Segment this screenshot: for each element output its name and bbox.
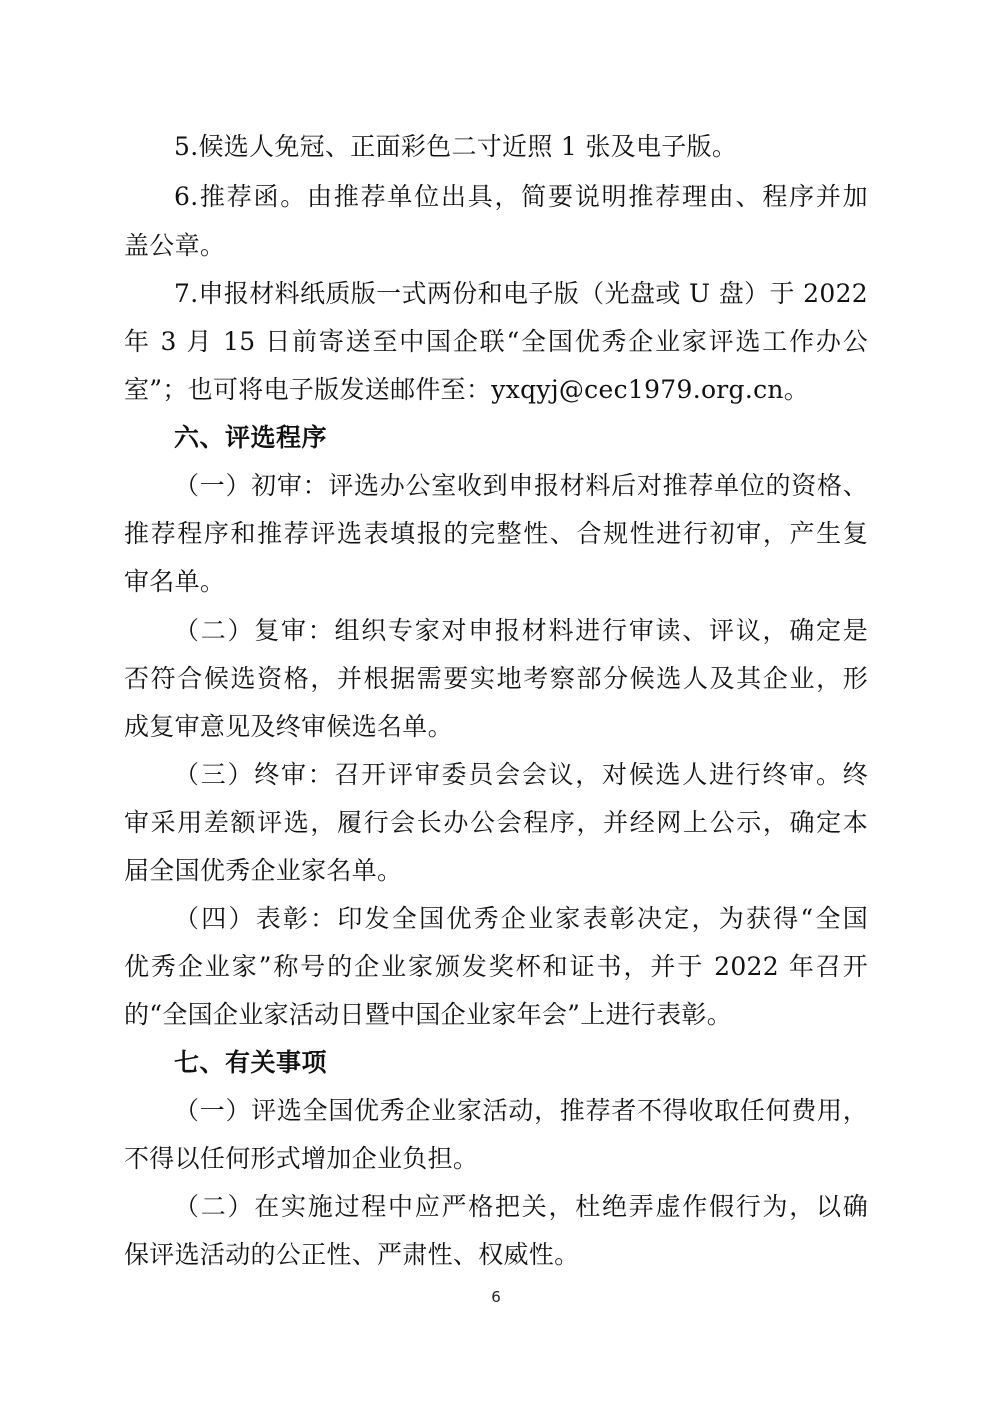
- item-7-line-2: 年 3 月 15 日前寄送至中国企联“全国优秀企业家评选工作办公: [124, 327, 868, 356]
- section-7-item-1-line-2: 不得以任何形式增加企业负担。: [124, 1144, 479, 1173]
- item-6-line-2: 盖公章。: [124, 231, 226, 260]
- section-6-heading: 六、评选程序: [174, 423, 328, 452]
- section-6-item-4-line-3: 的“全国企业家活动日暨中国企业家年会”上进行表彰。: [124, 1000, 733, 1029]
- item-6-line-1: 6.推荐函。由推荐单位出具，简要说明推荐理由、程序并加: [174, 182, 868, 211]
- item-7-line-3: 室”；也可将电子版发送邮件至：yxqyj@cec1979.org.cn。: [124, 375, 810, 404]
- section-6-item-2-line-1: （二）复审：组织专家对申报材料进行审读、评议，确定是: [174, 616, 868, 645]
- item-7-line-1: 7.申报材料纸质版一式两份和电子版（光盘或 U 盘）于 2022: [174, 279, 868, 308]
- section-6-item-3-line-1: （三）终审：召开评审委员会会议，对候选人进行终审。终: [174, 760, 868, 789]
- section-6-item-3-line-3: 届全国优秀企业家名单。: [124, 856, 403, 885]
- section-7-heading: 七、有关事项: [174, 1048, 328, 1077]
- section-7-item-2-line-1: （二）在实施过程中应严格把关，杜绝弄虚作假行为，以确: [174, 1192, 868, 1221]
- page-number: 6: [491, 1288, 501, 1306]
- section-6-item-1-line-1: （一）初审：评选办公室收到申报材料后对推荐单位的资格、: [174, 471, 868, 500]
- section-6-item-1-line-3: 审名单。: [124, 567, 226, 596]
- section-6-item-1-line-2: 推荐程序和推荐评选表填报的完整性、合规性进行初审，产生复: [124, 519, 868, 548]
- item-5-line-1: 5.候选人免冠、正面彩色二寸近照 1 张及电子版。: [174, 132, 738, 161]
- section-7-item-2-line-2: 保评选活动的公正性、严肃性、权威性。: [124, 1240, 580, 1269]
- section-6-item-3-line-2: 审采用差额评选，履行会长办公会程序，并经网上公示，确定本: [124, 808, 868, 837]
- section-6-item-4-line-2: 优秀企业家”称号的企业家颁发奖杯和证书，并于 2022 年召开: [124, 952, 868, 981]
- section-7-item-1-line-1: （一）评选全国优秀企业家活动，推荐者不得收取任何费用，: [174, 1096, 868, 1125]
- section-6-item-2-line-2: 否符合候选资格，并根据需要实地考察部分候选人及其企业，形: [124, 664, 868, 693]
- section-6-item-2-line-3: 成复审意见及终审候选名单。: [124, 712, 453, 741]
- section-6-item-4-line-1: （四）表彰：印发全国优秀企业家表彰决定，为获得“全国: [174, 904, 868, 933]
